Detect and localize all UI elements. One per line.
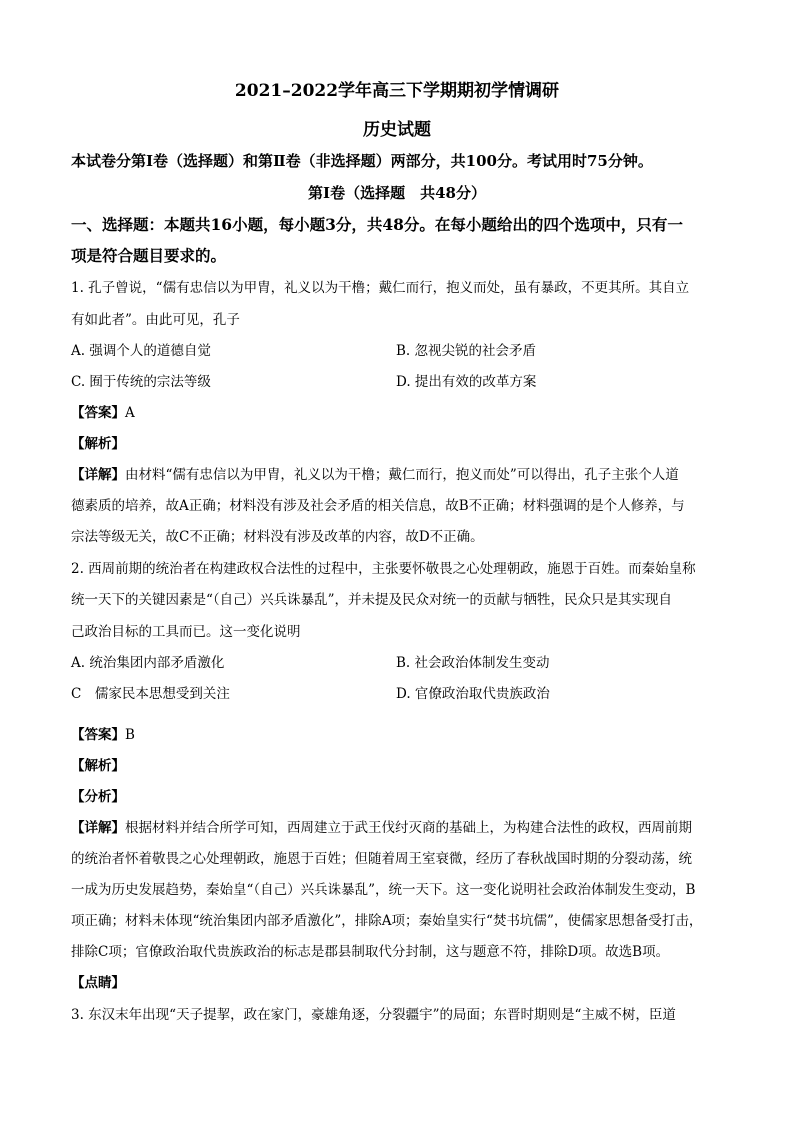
q1-option-b: B. 忽视尖锐的社会矛盾	[396, 343, 537, 359]
q2-option-b: B. 社会政治体制发生变动	[396, 655, 550, 671]
q2-detail-line-1	[71, 816, 692, 836]
q1-stem-line-1: 1. 孔子曾说，“儒有忠信以为甲胄，礼义以为干橹；戴仁而行，抱义而处，虽有暴政，不更其所。其自立	[71, 280, 690, 296]
detail-text: 由材料“儒有忠信以为甲胄，礼义以为干橹；戴仁而行，抱义而处”可以得出，孔子主张个人道	[125, 467, 679, 483]
exam-title: 2021–2022学年高三下学期期初学情调研	[234, 81, 560, 101]
answer-value: A	[125, 405, 135, 421]
q2-detail-line-4: 项正确；材料未体现“统治集团内部矛盾激化”，排除A项；秦始皇实行“焚书坑儒”，使儒家思想备受打击，	[71, 913, 703, 929]
part-instruction-line-2: 项是符合题目要求的。	[71, 246, 227, 265]
q2-analysis-tag	[71, 754, 125, 774]
q2-stem-line-2: 统一天下的关键因素是“（自己）兴兵诛暴乱”，并未提及民众对统一的贡献与牺牲，民众只是其实现自	[71, 592, 673, 608]
answer-value: B	[125, 727, 135, 743]
q1-option-a: A. 强调个人的道德自觉	[71, 343, 211, 359]
q2-detail-line-3: 一成为历史发展趋势，秦始皇“（自己）兴兵诛暴乱”，统一天下。这一变化说明社会政治体制发生变动，B	[71, 882, 696, 898]
subject-title: 历史试题	[363, 120, 431, 140]
part-instruction-line-1: 一、选择题：本题共16小题，每小题3分，共48分。在每小题给出的四个选项中，只有一	[71, 215, 683, 234]
answer-tag: 【答案】	[71, 405, 125, 421]
q1-analysis-tag	[71, 432, 125, 452]
q1-answer	[71, 401, 135, 421]
analysis-tag: 【解析】	[71, 436, 125, 452]
q2-option-c: C 儒家民本思想受到关注	[71, 686, 230, 702]
detail-tag: 【详解】	[71, 467, 125, 483]
q1-option-c: C. 囿于传统的宗法等级	[71, 374, 211, 390]
q1-detail-line-1	[71, 463, 679, 483]
q2-stem-line-3: 己政治目标的工具而已。这一变化说明	[71, 624, 301, 640]
section-title: 第Ⅰ卷（选择题 共48分）	[308, 184, 486, 202]
exam-intro: 本试卷分第Ⅰ卷（选择题）和第Ⅱ卷（非选择题）两部分，共100分。考试用时75分钟。	[71, 152, 653, 170]
dianjing-tag: 【点睛】	[71, 975, 125, 991]
answer-tag: 【答案】	[71, 727, 125, 743]
q2-answer	[71, 723, 135, 743]
q2-option-d: D. 官僚政治取代贵族政治	[396, 686, 550, 702]
analysis-tag: 【解析】	[71, 758, 125, 774]
fenxi-tag: 【分析】	[71, 789, 125, 805]
q2-dianjing-tag	[71, 971, 125, 991]
q1-stem-line-2: 有如此者”。由此可见，孔子	[71, 312, 240, 328]
q1-detail-line-3: 宗法等级无关，故C不正确；材料没有涉及改革的内容，故D不正确。	[71, 529, 484, 545]
q2-detail-line-2: 的统治者怀着敬畏之心处理朝政，施恩于百姓；但随着周王室衰微，经历了春秋战国时期的分裂动荡，统	[71, 851, 692, 867]
q2-option-a: A. 统治集团内部矛盾激化	[71, 655, 225, 671]
q3-stem-line-1: 3. 东汉末年出现“天子提挈，政在家门，豪雄角逐，分裂疆宇”的局面；东晋时期则是“主威不树，臣道	[71, 1007, 676, 1023]
q2-stem-line-1: 2. 西周前期的统治者在构建政权合法性的过程中，主张要怀敬畏之心处理朝政，施恩于百姓。而秦始皇称	[71, 561, 696, 577]
q2-fenxi-tag	[71, 785, 125, 805]
detail-tag: 【详解】	[71, 820, 125, 836]
q1-option-d: D. 提出有效的改革方案	[396, 374, 537, 390]
detail-text: 根据材料并结合所学可知，西周建立于武王伐纣灭商的基础上，为构建合法性的政权，西周前期	[125, 820, 692, 836]
q1-detail-line-2: 德素质的培养，故A正确；材料没有涉及社会矛盾的相关信息，故B不正确；材料强调的是个人修养，与	[71, 498, 685, 514]
q2-detail-line-5: 排除C项；官僚政治取代贵族政治的标志是郡县制取代分封制，这与题意不符，排除D项。故选B项。	[71, 944, 670, 960]
